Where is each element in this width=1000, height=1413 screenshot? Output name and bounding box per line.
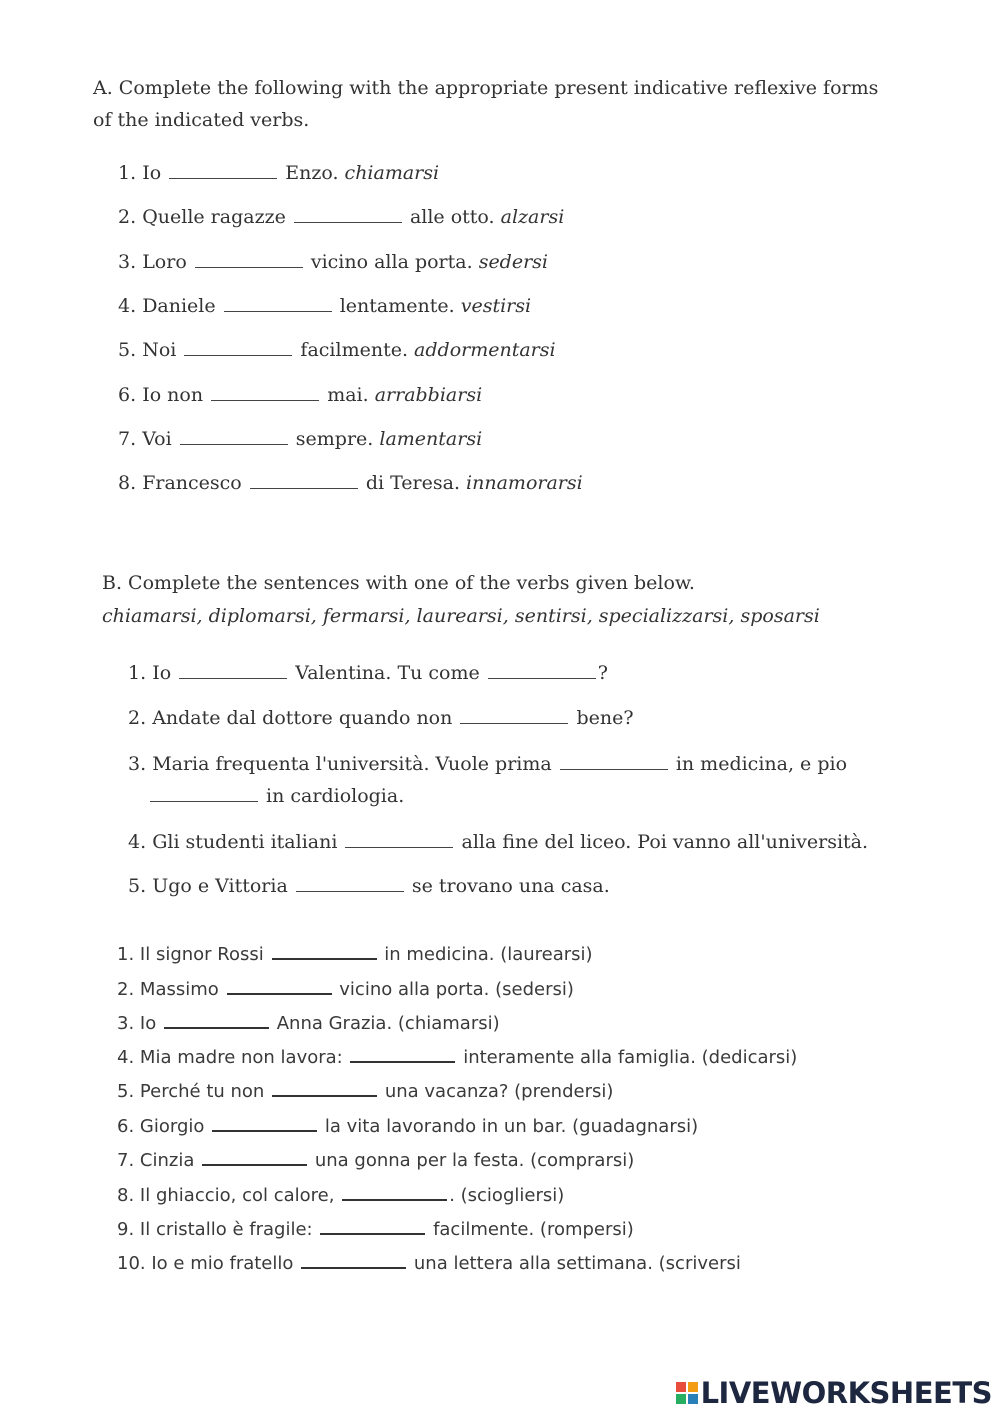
list-item: 4. Gli studenti italiani alla fine del liceo. Poi vanno all'università. [128,831,869,853]
hint-verb: lamentarsi [379,428,483,450]
answer-blank[interactable] [301,1253,406,1269]
logo-text: LIVEWORKSHEETS [700,1376,992,1410]
list-item: 5. Perché tu non una vacanza? (prendersi) [117,1081,614,1102]
answer-blank[interactable] [488,664,596,679]
answer-blank[interactable] [224,297,332,312]
section-a-instruction: A. Complete the following with the appropriate present indicative reflexive forms of the indicated verbs. [93,77,879,131]
list-item: 8. Il ghiaccio, col calore, . (sciogliersi) [117,1185,565,1206]
list-item: 8. Francesco di Teresa. innamorarsi [118,472,583,494]
answer-blank[interactable] [250,474,358,489]
list-item: 3. Io Anna Grazia. (chiamarsi) [117,1013,500,1034]
answer-blank[interactable] [184,341,292,356]
list-item: 7. Voi sempre. lamentarsi [118,428,483,450]
answer-blank[interactable] [345,833,453,848]
answer-blank[interactable] [342,1185,447,1201]
hint-verb: alzarsi [500,206,565,228]
list-item: 5. Noi facilmente. addormentarsi [118,339,556,361]
logo-square-icon [676,1394,686,1404]
list-item-continued: in cardiologia. [148,785,404,807]
list-item: 4. Daniele lentamente. vestirsi [118,295,532,317]
answer-blank[interactable] [460,709,568,724]
list-item: 6. Giorgio la vita lavorando in un bar. (guadagnarsi) [117,1116,699,1137]
answer-blank[interactable] [272,944,377,960]
answer-blank[interactable] [180,430,288,445]
list-item: 6. Io non mai. arrabbiarsi [118,384,483,406]
logo-square-icon [688,1394,698,1404]
list-item: 2. Andate dal dottore quando non bene? [128,707,634,729]
hint-verb: innamorarsi [466,472,583,494]
answer-blank[interactable] [560,755,668,770]
answer-blank[interactable] [169,164,277,179]
list-item: 3. Loro vicino alla porta. sedersi [118,251,548,273]
answer-blank[interactable] [320,1219,425,1235]
list-item: 9. Il cristallo è fragile: facilmente. (rompersi) [117,1219,634,1240]
hint-verb: addormentarsi [414,339,556,361]
logo-square-icon [676,1382,686,1392]
list-item: 4. Mia madre non lavora: interamente alla famiglia. (dedicarsi) [117,1047,798,1068]
list-item: 5. Ugo e Vittoria se trovano una casa. [128,875,610,897]
answer-blank[interactable] [227,979,332,995]
list-item: 7. Cinzia una gonna per la festa. (comprarsi) [117,1150,635,1171]
answer-blank[interactable] [211,386,319,401]
list-item: 2. Massimo vicino alla porta. (sedersi) [117,979,574,1000]
word-bank: chiamarsi, diplomarsi, fermarsi, laurearsi, sentirsi, specializzarsi, sposarsi [102,605,820,627]
list-item: 1. Io Enzo. chiamarsi [118,162,440,184]
liveworksheets-logo[interactable] [676,1376,992,1410]
item-number: 1. [118,162,137,184]
answer-blank[interactable] [164,1013,269,1029]
logo-grid-icon [676,1382,698,1404]
answer-blank[interactable] [179,664,287,679]
answer-blank[interactable] [195,253,303,268]
answer-blank[interactable] [212,1116,317,1132]
answer-blank[interactable] [294,208,402,223]
hint-verb: arrabbiarsi [374,384,483,406]
list-item: 3. Maria frequenta l'università. Vuole prima in medicina, e pio [128,753,848,775]
hint-verb: sedersi [478,251,548,273]
answer-blank[interactable] [202,1150,307,1166]
answer-blank[interactable] [350,1047,455,1063]
section-b-instruction: B. Complete the sentences with one of the verbs given below. [102,572,695,594]
list-item: 1. Io Valentina. Tu come ? [128,662,608,684]
list-item: 10. Io e mio fratello una lettera alla settimana. (scriversi [117,1253,741,1274]
hint-verb: vestirsi [460,295,532,317]
answer-blank[interactable] [296,877,404,892]
list-item: 1. Il signor Rossi in medicina. (laurearsi) [117,944,593,965]
logo-square-icon [688,1382,698,1392]
hint-verb: chiamarsi [344,162,440,184]
list-item: 2. Quelle ragazze alle otto. alzarsi [118,206,565,228]
answer-blank[interactable] [150,787,258,802]
answer-blank[interactable] [272,1081,377,1097]
